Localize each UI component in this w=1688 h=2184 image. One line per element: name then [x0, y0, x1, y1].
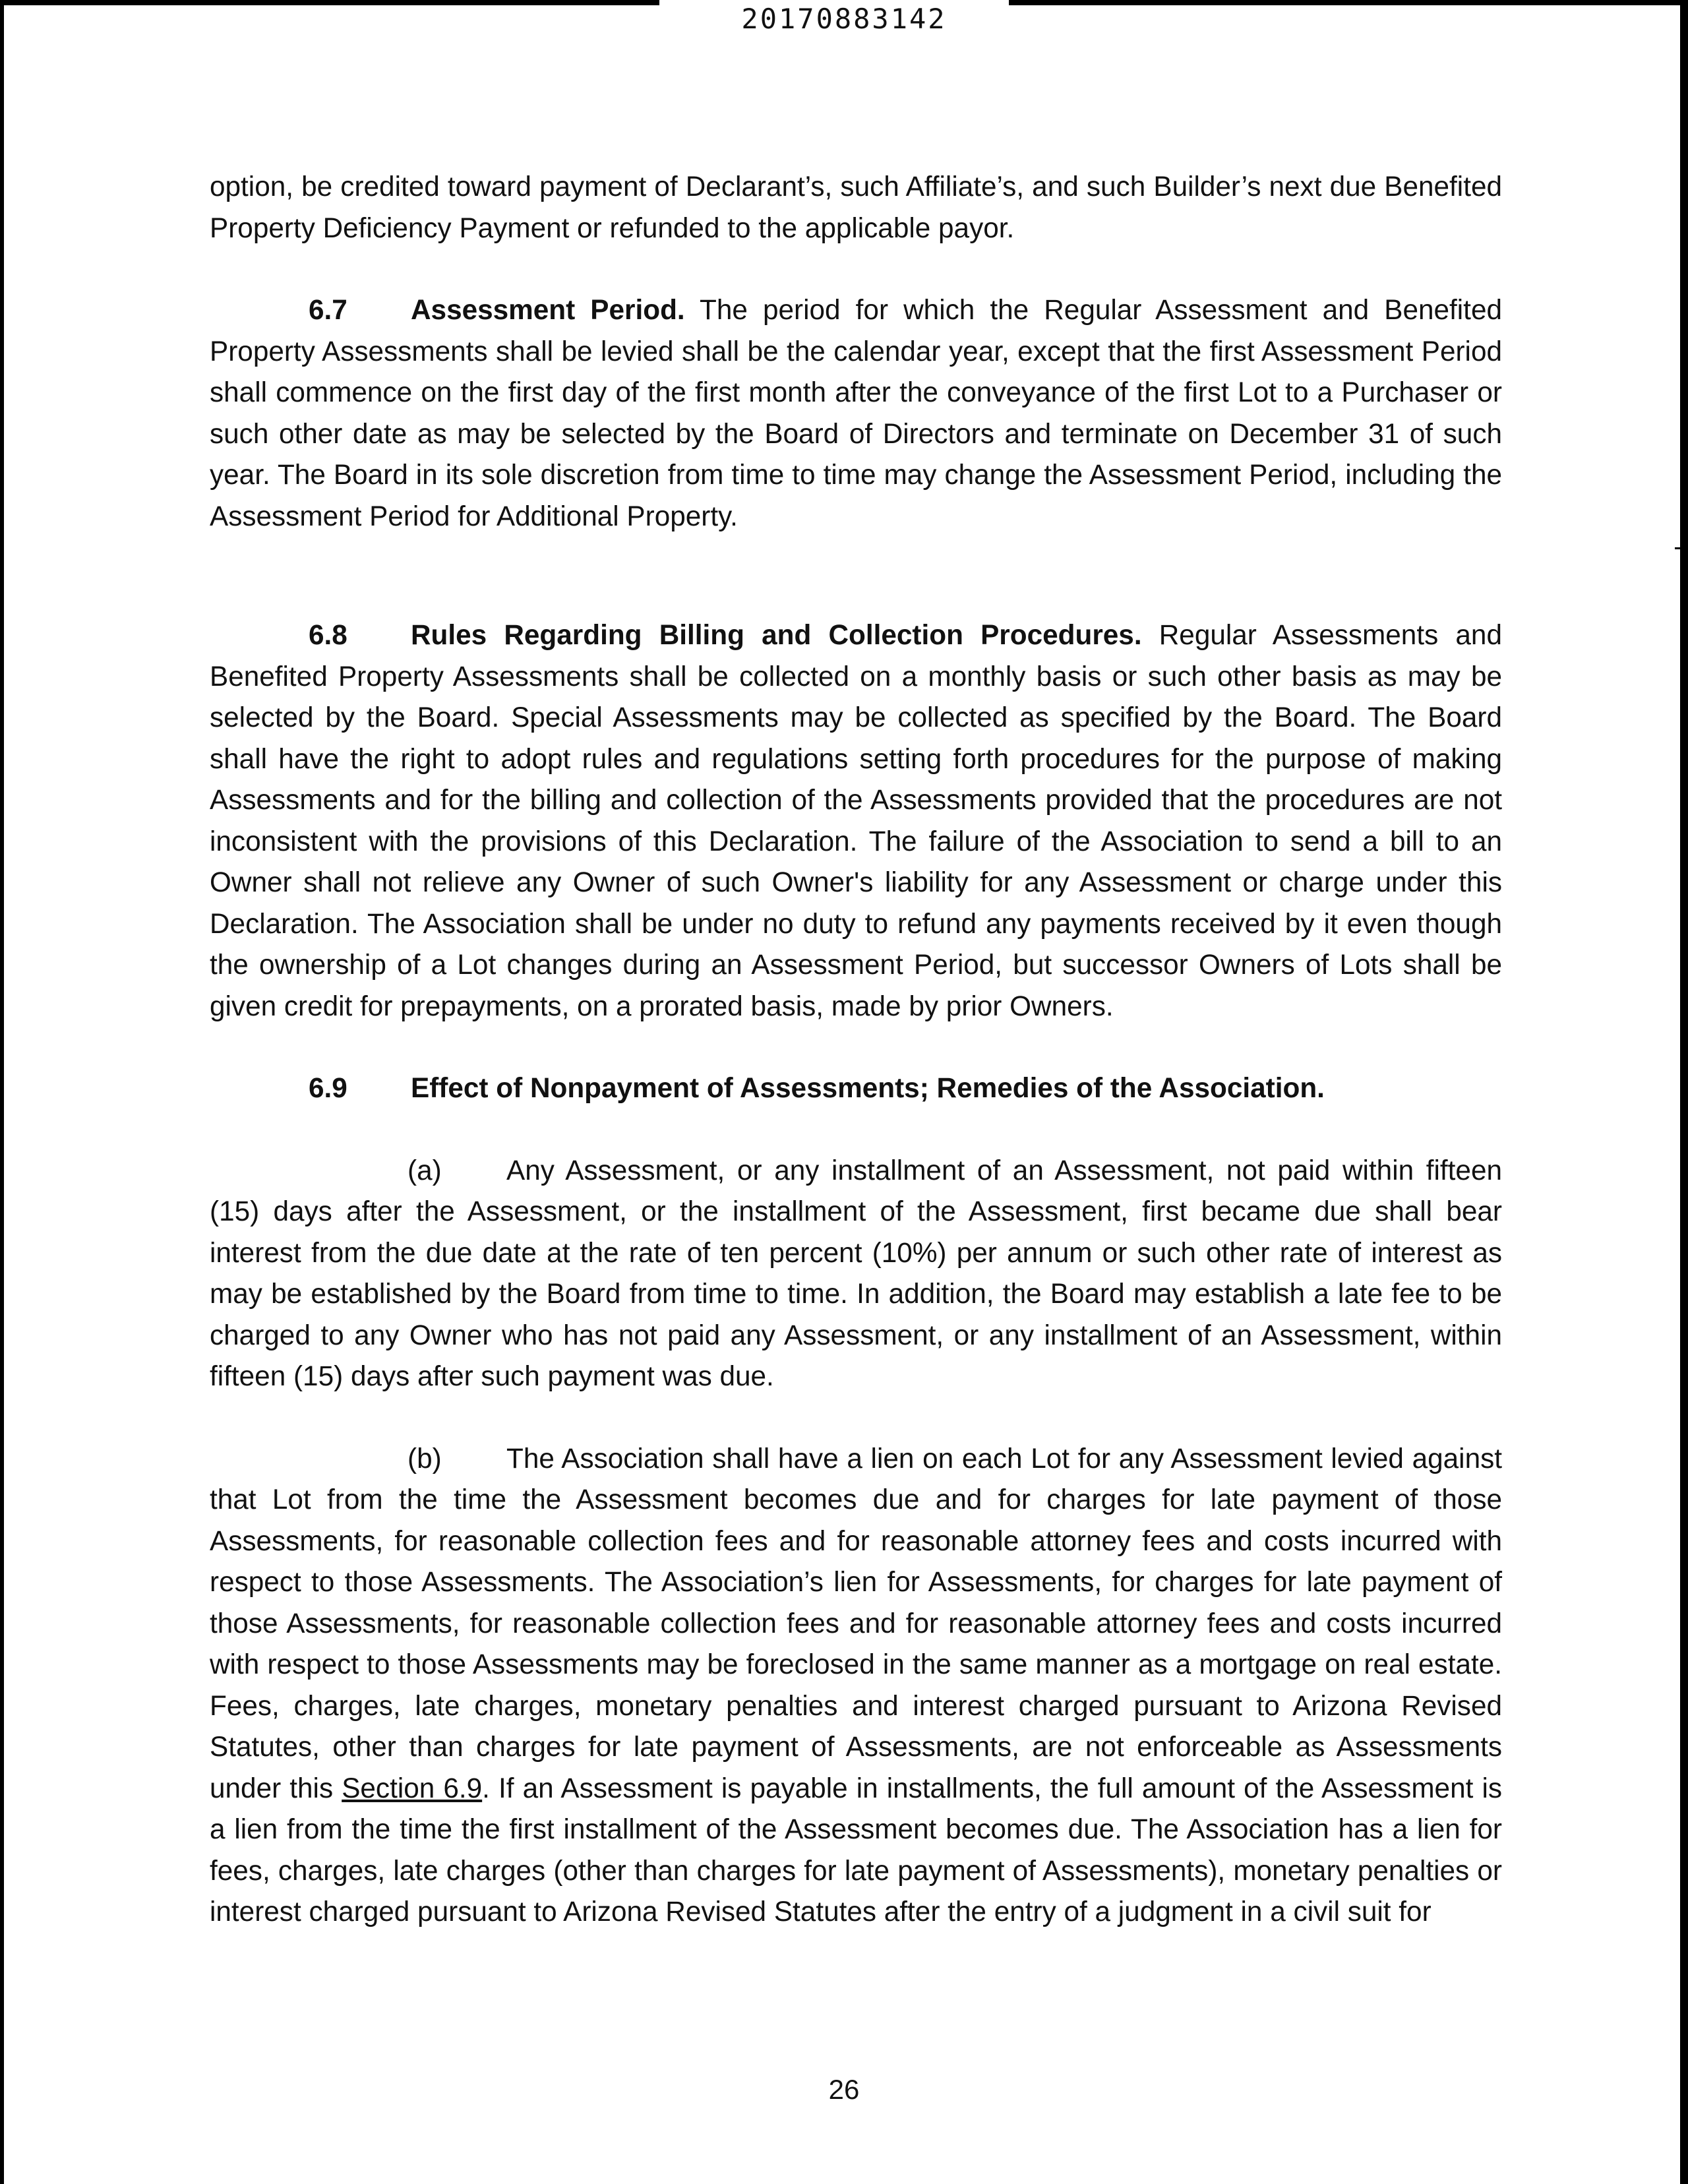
subsection-b-paragraph [210, 1438, 1502, 1933]
subsection-text-continued: . If an Assessment is payable in installments, the full amount of the Assessment is a lien from the time the first installment of the Assessment becomes due. The Association has a lien for fees, charges, late charges (other than charges for late payment of Assessments), monetary penalties or interest charged pursuant to Arizona Revised Statutes after the entry of a judgment in a civil suit for [210, 1772, 1502, 1927]
subsection-text: The Association shall have a lien on each Lot for any Assessment levied against that Lot from the time the Assessment becomes due and for charges for late payment of those Assessments, for reasonable collection fees and for reasonable attorney fees and costs incurred with respect to those Assessments. The Association’s lien for Assessments, for charges for late payment of those Assessments, for reasonable collection fees and for reasonable attorney fees and costs incurred with respect to those Assessments may be foreclosed in the same manner as a mortgage on real estate. Fees, charges, late charges, monetary penalties and interest charged pursuant to Arizona Revised Statutes, other than charges for late payment of Assessments, are not enforceable as Assessments under this [210, 1442, 1502, 1804]
section-title: Assessment Period. [411, 294, 685, 325]
document-body [210, 166, 1502, 1933]
section-title: Rules Regarding Billing and Collection Procedures. [411, 619, 1142, 650]
page-number: 26 [828, 2074, 860, 2105]
section-number: 6.8 [309, 619, 347, 650]
scan-edge-right [1680, 0, 1688, 2184]
section-text: Regular Assessments and Benefited Property Assessments shall be collected on a monthly basis or such other basis as may be selected by the Board. Special Assessments may be collected as specified by the Board. The Board shall have the right to adopt rules and regulations setting forth procedures for the purpose of making Assessments and for the billing and collection of the Assessments provided that the procedures are not inconsistent with the provisions of this Declaration. The failure of the Association to send a bill to an Owner shall not relieve any Owner of such Owner's liability for any Assessment or charge under this Declaration. The Association shall be under no duty to refund any payments received by it even though the ownership of a Lot changes during an Assessment Period, but successor Owners of Lots shall be given credit for prepayments, on a prorated basis, made by prior Owners. [210, 619, 1502, 1021]
section-6-8-paragraph [210, 615, 1502, 1027]
continuation-paragraph: option, be credited toward payment of Declarant’s, such Affiliate’s, and such Builder’s next due Benefited Property Deficiency Payment or refunded to the applicable payor. [210, 171, 1502, 243]
section-number: 6.7 [309, 294, 347, 325]
section-6-9-heading [210, 1068, 1502, 1109]
subsection-a-paragraph [210, 1150, 1502, 1397]
section-text: The period for which the Regular Assessment and Benefited Property Assessments shall be levied shall be the calendar year, except that the first Assessment Period shall commence on the first day of the first month after the conveyance of the first Lot to a Purchaser or such other date as may be selected by the Board of Directors and terminate on December 31 of such year. The Board in its sole discretion from time to time may change the Assessment Period, including the Assessment Period for Additional Property. [210, 294, 1502, 531]
subsection-label: (a) [407, 1154, 442, 1186]
section-title: Effect of Nonpayment of Assessments; Remedies of the Association. [411, 1072, 1325, 1103]
subsection-label: (b) [407, 1442, 442, 1474]
section-cross-reference: Section 6.9 [342, 1772, 483, 1804]
scan-edge-mark [1675, 547, 1688, 549]
section-number: 6.9 [309, 1072, 347, 1103]
subsection-text: Any Assessment, or any installment of an Assessment, not paid within fifteen (15) days after the Assessment, or the installment of the Assessment, first became due shall bear interest from the due date at the rate of ten percent (10%) per annum or such other rate of interest as may be established by the Board from time to time. In addition, the Board may establish a late fee to be charged to any Owner who has not paid any Assessment, or any installment of an Assessment, within fifteen (15) days after such payment was due. [210, 1154, 1502, 1391]
scan-edge-left [0, 0, 4, 2184]
recording-number: 20170883142 [741, 3, 947, 35]
section-6-7-paragraph [210, 289, 1502, 537]
